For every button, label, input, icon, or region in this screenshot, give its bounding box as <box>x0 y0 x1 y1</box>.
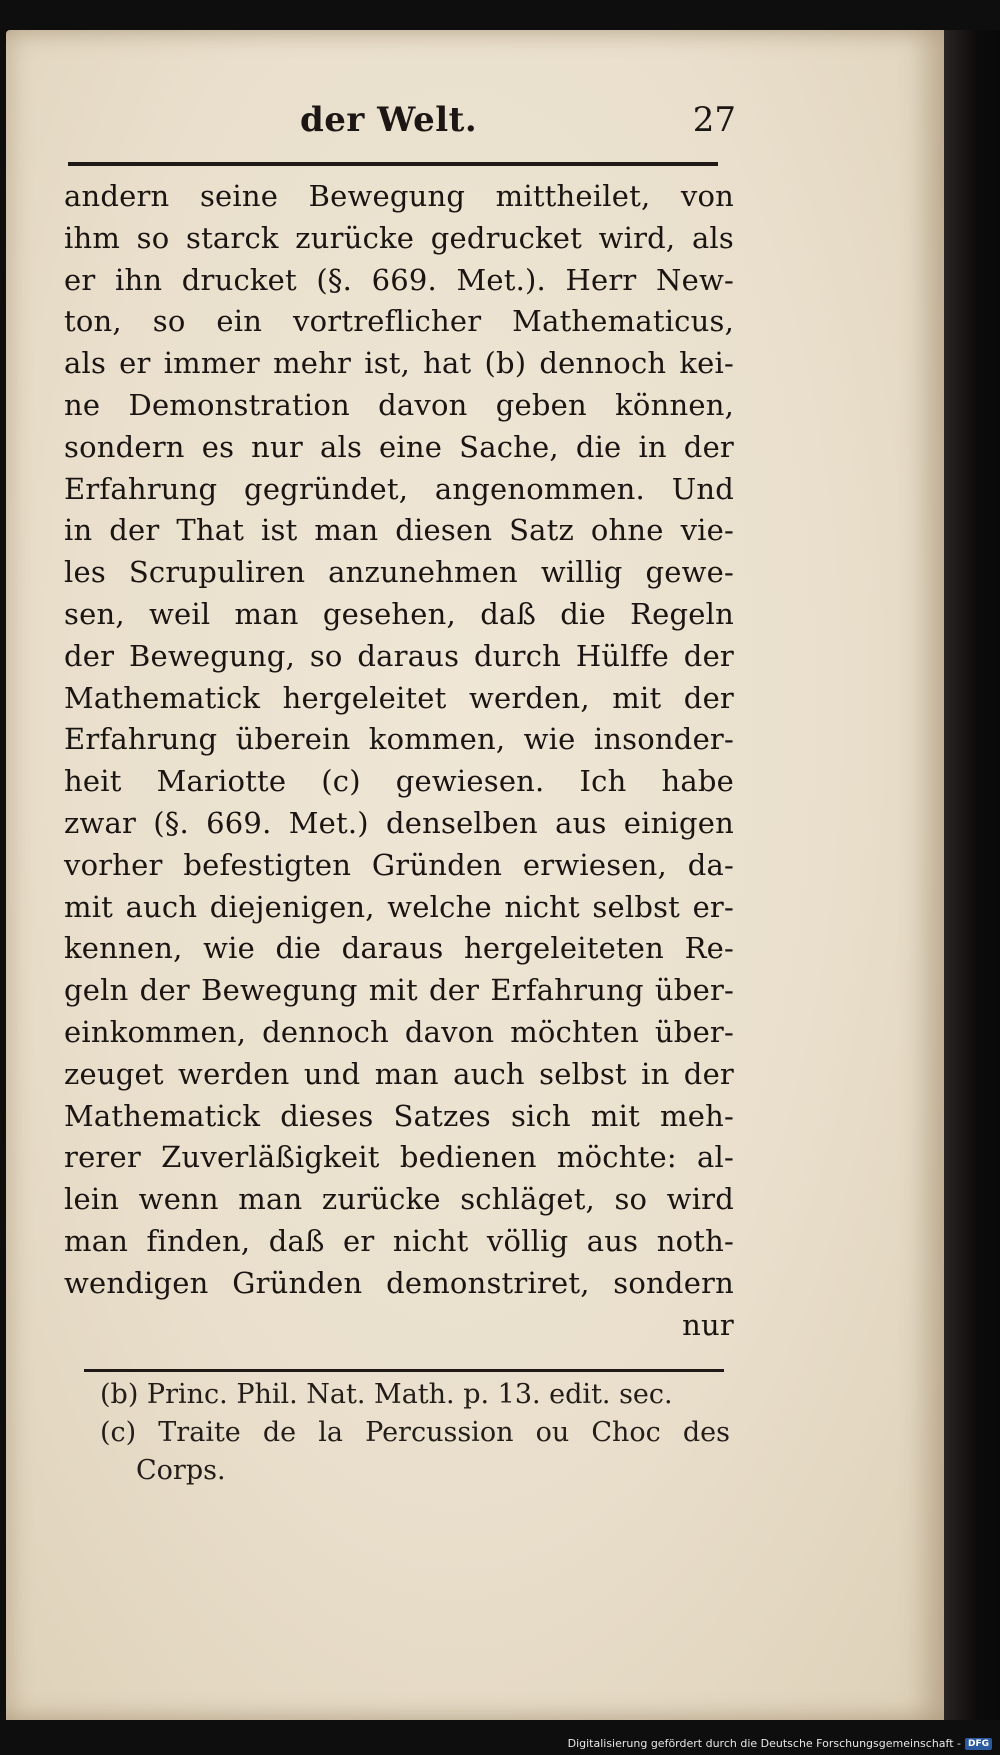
text-line: sondern es nur als eine Sache, die in der <box>64 429 734 464</box>
page-header <box>60 92 736 148</box>
text-line: lein wenn man zurücke schläget, so wird <box>64 1182 734 1217</box>
footnotes <box>100 1376 730 1490</box>
footnote-rule <box>84 1369 724 1372</box>
text-line: man finden, daß er nicht völlig aus noth- <box>64 1223 734 1258</box>
text-line: zwar (§. 669. Met.) denselben aus einigen <box>64 805 734 840</box>
text-line: als er immer mehr ist, hat (b) dennoch kei- <box>64 346 734 381</box>
text-line: er ihn drucket (§. 669. Met.). Herr New- <box>64 262 734 297</box>
page-number: 27 <box>692 100 736 140</box>
text-line: in der That ist man diesen Satz ohne vie- <box>64 513 734 548</box>
text-line: Mathematick dieses Satzes sich mit meh- <box>64 1098 734 1133</box>
running-title: der Welt. <box>300 100 478 140</box>
text-line: kennen, wie die daraus hergeleiteten Re- <box>64 931 734 966</box>
page-edge-shadow <box>944 30 1000 1720</box>
footnote-c: (c) Traite de la Percussion ou Choc des <box>100 1417 730 1448</box>
footnote-b: (b) Princ. Phil. Nat. Math. p. 13. edit. sec. <box>100 1379 673 1410</box>
text-line: einkommen, dennoch davon möchten über- <box>64 1014 734 1049</box>
footnote-c-continuation: Corps. <box>136 1455 226 1486</box>
text-line: Erfahrung überein kommen, wie insonder- <box>64 722 734 757</box>
header-rule <box>68 162 718 166</box>
text-line: ton, so ein vortreflicher Mathematicus, <box>64 304 734 339</box>
credit-text: Digitalisierung gefördert durch die Deutsche Forschungsgemeinschaft - <box>567 1737 961 1750</box>
text-line: mit auch diejenigen, welche nicht selbst er- <box>64 889 734 924</box>
text-line: Erfahrung gegründet, angenommen. Und <box>64 471 734 506</box>
text-line: les Scrupuliren anzunehmen willig gewe- <box>64 555 734 590</box>
text-line: heit Mariotte (c) gewiesen. Ich habe <box>64 764 734 799</box>
text-line: zeuget werden und man auch selbst in der <box>64 1056 734 1091</box>
catchword: nur <box>682 1307 734 1342</box>
text-line: vorher befestigten Gründen erwiesen, da- <box>64 847 734 882</box>
text-line: der Bewegung, so daraus durch Hülffe der <box>64 638 734 673</box>
digitization-credit <box>568 1737 992 1750</box>
text-line: ihm so starck zurücke gedrucket wird, als <box>64 220 734 255</box>
dfg-logo: DFG <box>965 1738 992 1750</box>
text-line: ne Demonstration davon geben können, <box>64 387 734 422</box>
text-line: andern seine Bewegung mittheilet, von <box>64 179 734 213</box>
text-line: geln der Bewegung mit der Erfahrung über- <box>64 973 734 1008</box>
text-line: Mathematick hergeleitet werden, mit der <box>64 680 734 715</box>
text-line: rerer Zuverläßigkeit bedienen möchte: al- <box>64 1140 734 1175</box>
text-line: wendigen Gründen demonstriret, sondern <box>64 1265 734 1300</box>
body-text <box>64 176 734 1346</box>
text-line: sen, weil man gesehen, daß die Regeln <box>64 596 734 631</box>
